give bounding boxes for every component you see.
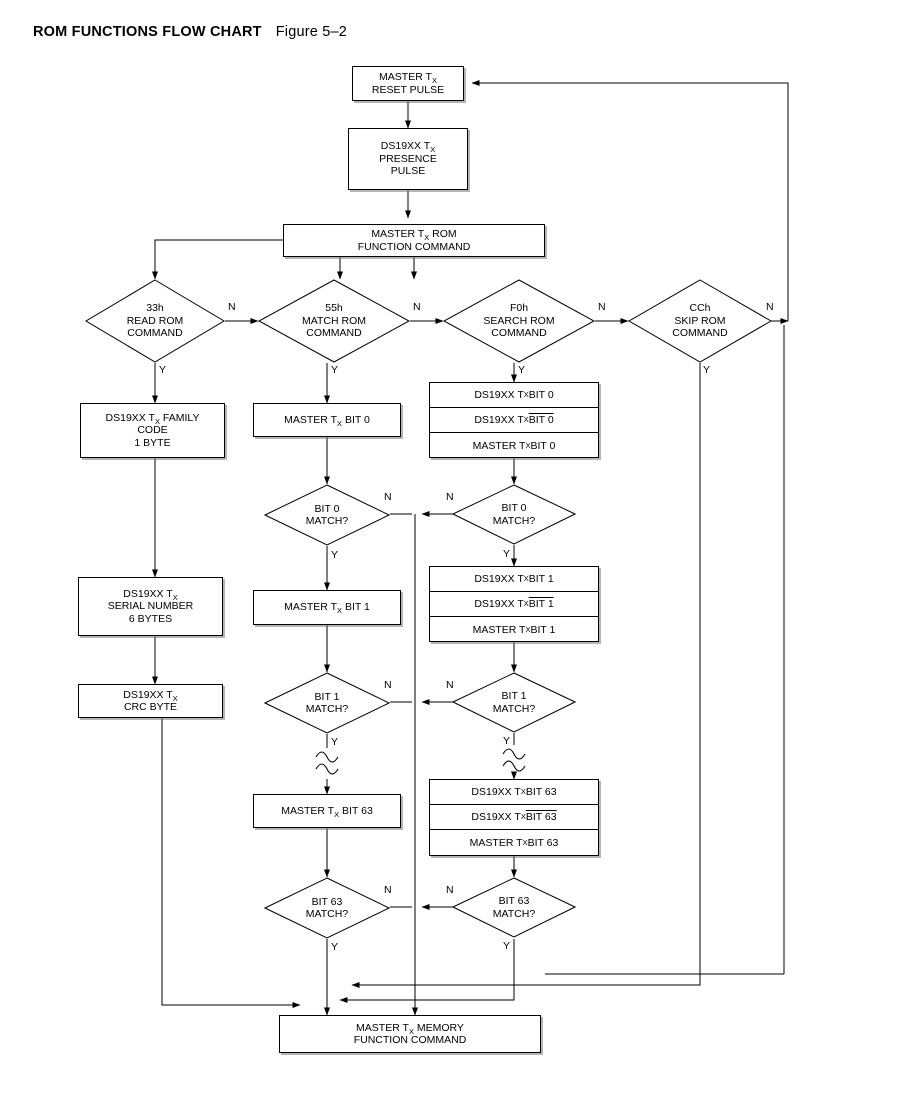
node-family-code-label: DS19XX $T_X$ FAMILY CODE 1 BYTE [105,411,200,449]
branch-label-bit0-right-n: N [446,491,454,503]
stack-search-bit1-row-2: MASTER T X BIT 1 [472,623,556,636]
decision-skip-rom-label: CCh SKIP ROM COMMAND [672,302,728,340]
stack-search-bit1 [429,566,599,642]
branch-label-bit1-right-y: Y [503,735,511,747]
node-master-tx-bit1-label: MASTER $T_X$ BIT 1 [284,601,370,616]
decision-bit63-match-left-label: BIT 63 MATCH? [305,895,349,920]
decision-bit63-match-left [264,877,390,939]
node-master-tx-bit1 [253,590,401,625]
node-crc-byte-label: DS19XX $T_X$ CRC BYTE [123,688,178,713]
decision-bit1-match-right-label: BIT 1 MATCH? [492,690,536,715]
branch-label-bit0-left-n: N [384,491,392,503]
branch-label-bit1-left-y: Y [331,736,339,748]
decision-read-rom-label: 33h READ ROM COMMAND [126,302,184,340]
stack-search-bit63-row-0: DS19XX T X BIT 63 [430,780,598,805]
branch-label-bit63-left-n: N [384,884,392,896]
node-presence-pulse-label: DS19XX $T_X$ PRESENCE PULSE [379,140,437,178]
branch-label-bit63-right-y: Y [503,940,511,952]
node-crc-byte [78,684,223,718]
stack-search-bit63-row-1: DS19XX T X BIT 63 [430,805,598,830]
decision-bit0-match-left [264,484,390,546]
stack-search-bit1-row-1: DS19XX T X BIT 1 [430,592,598,617]
node-master-reset-pulse [352,66,464,101]
decision-read-rom [85,279,225,363]
figure-number: Figure 5–2 [275,24,348,40]
node-serial-number-label: DS19XX $T_X$ SERIAL NUMBER 6 BYTES [107,587,194,625]
stack-search-bit1-row-0: DS19XX T X BIT 1 [430,567,598,592]
node-presence-pulse [348,128,468,190]
node-master-reset-pulse-label: MASTER $T_X$ RESET PULSE [371,71,445,96]
branch-label-bit0-left-y: Y [331,549,339,561]
decision-search-rom-label: F0h SEARCH ROM COMMAND [483,302,555,340]
stack-search-bit0-row-1: DS19XX T X BIT 0 [430,408,598,433]
page-title-text: ROM FUNCTIONS FLOW CHART [33,24,262,40]
decision-skip-rom [628,279,772,363]
stack-search-bit0-row-0: DS19XX T X BIT 0 [430,383,598,408]
node-master-tx-bit63 [253,794,401,828]
decision-bit1-match-left [264,672,390,734]
branch-label-skip-rom-n: N [766,301,774,313]
branch-label-read-rom-n: N [228,301,236,313]
decision-search-rom [443,279,595,363]
branch-label-match-rom-n: N [413,301,421,313]
node-master-tx-bit0 [253,403,401,437]
stack-search-bit0 [429,382,599,458]
decision-bit0-match-right [452,484,576,545]
node-serial-number [78,577,223,636]
node-memory-function-command-label: MASTER $T_X$ MEMORY FUNCTION COMMAND [353,1021,467,1046]
node-family-code [80,403,225,458]
decision-bit0-match-left-label: BIT 0 MATCH? [305,502,349,527]
branch-label-bit1-right-n: N [446,679,454,691]
branch-label-search-rom-n: N [598,301,606,313]
branch-label-bit63-right-n: N [446,884,454,896]
decision-match-rom-label: 55h MATCH ROM COMMAND [302,302,366,340]
node-master-tx-bit0-label: MASTER $T_X$ BIT 0 [284,413,370,428]
branch-label-bit0-right-y: Y [503,548,511,560]
stack-search-bit63 [429,779,599,856]
branch-label-skip-rom-y: Y [703,364,711,376]
decision-bit1-match-left-label: BIT 1 MATCH? [305,690,349,715]
decision-bit63-match-right [452,877,576,938]
branch-label-bit63-left-y: Y [331,941,339,953]
decision-bit63-match-right-label: BIT 63 MATCH? [492,895,536,920]
stack-search-bit0-row-2: MASTER T X BIT 0 [472,439,556,452]
branch-label-bit1-left-n: N [384,679,392,691]
decision-match-rom [258,279,410,363]
decision-bit0-match-right-label: BIT 0 MATCH? [492,502,536,527]
node-rom-function-command-label: MASTER $T_X$ ROM FUNCTION COMMAND [357,228,471,253]
node-memory-function-command [279,1015,541,1053]
node-master-tx-bit63-label: MASTER $T_X$ BIT 63 [281,804,373,819]
decision-bit1-match-right [452,672,576,733]
branch-label-match-rom-y: Y [331,364,339,376]
branch-label-read-rom-y: Y [159,364,167,376]
page-title [33,24,347,40]
stack-search-bit63-row-2: MASTER T X BIT 63 [469,836,559,849]
node-rom-function-command [283,224,545,257]
branch-label-search-rom-y: Y [518,364,526,376]
